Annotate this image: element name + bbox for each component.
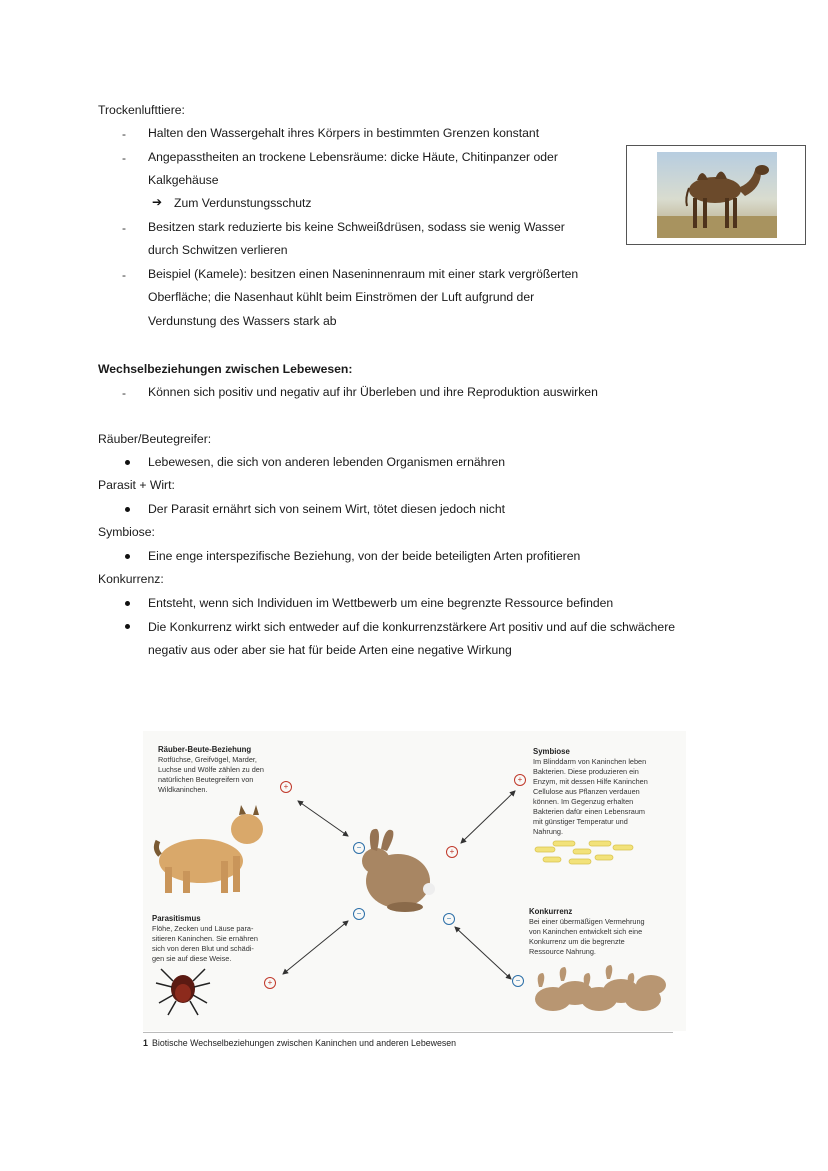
figure-text: Wildkaninchen. [158, 785, 208, 794]
list-item: Entsteht, wenn sich Individuen im Wettbewerb um eine begrenzte Ressource befinden [148, 596, 614, 610]
camel-photo [626, 145, 806, 245]
list-item: Besitzen stark reduzierte bis keine Schweißdrüsen, sodass sie wenig Wasser [148, 220, 565, 234]
bullet-dot [125, 554, 130, 559]
list-item: Die Konkurrenz wirkt sich entweder auf die konkurrenzstärkere Art positiv und auf die schwächere [148, 620, 676, 634]
figure-text: Ressource Nahrung. [529, 947, 596, 956]
list-item: Eine enge interspezifische Beziehung, von der beide beteiligten Arten profitieren [148, 549, 581, 563]
section-heading-trockenlufttiere: Trockenlufttiere: [98, 103, 185, 117]
figure-label-symbiosis: Symbiose [533, 747, 570, 756]
dash-marker: - [122, 221, 126, 235]
relation-title-parasit: Parasit + Wirt: [98, 478, 175, 492]
dash-marker: - [122, 127, 126, 141]
figure-text: Konkurrenz um die begrenzte [529, 937, 625, 946]
bullet-dot [125, 624, 130, 629]
plus-marker: + [514, 774, 526, 786]
arrow-right-icon: ➔ [152, 195, 163, 209]
arrow-symbiosis [461, 791, 515, 843]
figure-text: Cellulose aus Pflanzen verdauen [533, 787, 640, 796]
figure-text: gen sie auf diese Weise. [152, 954, 232, 963]
plus-marker: + [280, 781, 292, 793]
lynx-illustration [156, 805, 263, 893]
list-item-continuation: durch Schwitzen verlieren [148, 243, 288, 257]
figure-text: sitieren Kaninchen. Sie ernähren [152, 934, 258, 943]
section-heading-wechselbeziehungen: Wechselbeziehungen zwischen Lebewesen: [98, 362, 353, 376]
figure-text: mit günstiger Temperatur und [533, 817, 628, 826]
figure-label-competition: Konkurrenz [529, 907, 573, 916]
list-item: Angepasstheiten an trockene Lebensräume: dicke Häute, Chitinpanzer oder [148, 150, 558, 164]
figure-label-parasitism: Parasitismus [152, 914, 201, 923]
plus-marker: + [264, 977, 276, 989]
figure-text: natürlichen Beutegreifern von [158, 775, 254, 784]
plus-marker: + [446, 846, 458, 858]
rabbit-group-illustration [535, 965, 666, 1011]
relation-title-konkurrenz: Konkurrenz: [98, 572, 164, 586]
caption-divider [143, 1032, 673, 1033]
figure-text: Bei einer übermäßigen Vermehrung [529, 917, 645, 926]
figure-text: Flöhe, Zecken und Läuse para- [152, 924, 254, 933]
list-item-continuation: negativ aus oder aber sie hat für beide Arten eine negative Wirkung [148, 643, 512, 657]
arrow-parasitism [283, 921, 348, 974]
list-item: Beispiel (Kamele): besitzen einen Naseninnenraum mit einer stark vergrößerten [148, 267, 579, 281]
minus-marker: − [353, 908, 365, 920]
list-item-continuation: Verdunstung des Wassers stark ab [148, 314, 337, 328]
minus-marker: − [512, 975, 524, 987]
bacteria-illustration [535, 841, 633, 864]
sub-list-item: Zum Verdunstungsschutz [174, 196, 312, 210]
rabbit-illustration [362, 829, 435, 912]
bullet-dot [125, 460, 130, 465]
arrow-predator [298, 801, 348, 836]
figure-label-predator: Räuber-Beute-Beziehung [158, 745, 252, 754]
figure-caption-number: 1 [143, 1038, 148, 1048]
list-item: Können sich positiv und negativ auf ihr Überleben und ihre Reproduktion auswirken [148, 385, 598, 399]
figure-text: können. Im Gegenzug erhalten [533, 797, 634, 806]
arrow-competition [455, 927, 511, 979]
figure-text: Rotfüchse, Greifvögel, Marder, [158, 755, 257, 764]
relation-title-symbiose: Symbiose: [98, 525, 155, 539]
bullet-dot [125, 507, 130, 512]
minus-marker: − [443, 913, 455, 925]
figure-caption: Biotische Wechselbeziehungen zwischen Kaninchen und anderen Lebewesen [152, 1038, 457, 1048]
list-item-continuation: Oberfläche; die Nasenhaut kühlt beim Einströmen der Luft aufgrund der [148, 290, 535, 304]
dash-marker: - [122, 151, 126, 165]
figure-text: Im Blinddarm von Kaninchen leben [533, 757, 647, 766]
figure-text: Luchse und Wölfe zählen zu den [158, 765, 264, 774]
wechselbeziehungen-figure [143, 731, 686, 1031]
dash-marker: - [122, 386, 126, 400]
figure-text: Bakterien dafür einen Lebensraum [533, 807, 645, 816]
figure-text: von Kaninchen entwickelt sich eine [529, 927, 643, 936]
dash-marker: - [122, 268, 126, 282]
list-item: Lebewesen, die sich von anderen lebenden Organismen ernähren [148, 455, 506, 469]
relation-title-raeuber: Räuber/Beutegreifer: [98, 432, 212, 446]
figure-text: Enzym, mit dessen Hilfe Kaninchen [533, 777, 648, 786]
figure-text: Bakterien. Diese produzieren ein [533, 767, 639, 776]
figure-text: sich von deren Blut und schädi- [152, 944, 254, 953]
bullet-dot [125, 601, 130, 606]
minus-marker: − [353, 842, 365, 854]
list-item: Der Parasit ernährt sich von seinem Wirt, tötet diesen jedoch nicht [148, 502, 505, 516]
list-item-continuation: Kalkgehäuse [148, 173, 219, 187]
list-item: Halten den Wassergehalt ihres Körpers in bestimmten Grenzen konstant [148, 126, 540, 140]
tick-illustration [156, 969, 210, 1015]
figure-text: Nahrung. [533, 827, 564, 836]
